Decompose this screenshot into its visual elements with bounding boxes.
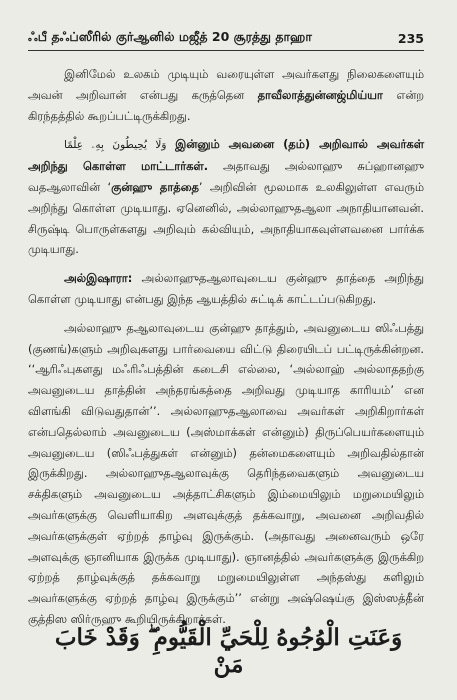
header-rule xyxy=(28,50,424,51)
arabic-quote: وَلَا يُحِيطُونَ بِهِۦ عِلْمًا xyxy=(64,139,167,152)
paragraph-text: அதாவது அல்லாஹு சுப்ஹானஹு வதஆலாவின் ‘ xyxy=(28,159,425,194)
verse-translation: இன்னும் அவனை (தம்) அறிவால் அவர்கள் அறிந்து கொள்ள மாட்டார்கள். xyxy=(28,137,424,174)
book-title: தாவீலாத்துன்னஜ்மிய்யா xyxy=(257,87,383,102)
paragraph-2 xyxy=(28,134,424,260)
paragraph-text: அல்லாஹுதஆலாவுடைய குன்ஹு தாத்தை அறிந்து கொள்ள முடியாது என்பது இந்த ஆயத்தில் சுட்டிக் காட்டப்படுகிறது. xyxy=(28,271,424,306)
page-header xyxy=(28,22,424,46)
paragraph-text: ’ அறிவின் மூலமாக உலகிலுள்ள எவரும் அறிந்து கொள்ள முடியாது. ஏனெனில், அல்லாஹுதஆலா அநாதியானவன். சிருஷ்டி பொருள்களது அறிவும் கல்வியும், அநாதியாகவுள்ளவனை பார்க்க முடியாது. xyxy=(28,179,424,257)
quran-verse-arabic: وَعَنَتِ الْوُجُوهُ لِلْحَيِّ الْقَيُّومِ ۖ وَقَدْ خَابَ مَنْ xyxy=(54,624,403,678)
paragraph-text: இனிமேல் உலகம் முடியும் வரையுள்ள அவர்களது நிலைகளையும் அவன் அறிவான் என்பது கருத்தென xyxy=(28,67,424,102)
paragraph-4 xyxy=(28,318,424,630)
running-title: ஃபீ தஃப்ஸீரில் குர்ஆனில் மஜீத் 20 சூரத்து தாஹா xyxy=(28,29,312,44)
page-body xyxy=(28,64,424,638)
paragraph-3 xyxy=(28,268,424,310)
page-number: 235 xyxy=(397,31,424,46)
ishara-heading: அல்இஷாரா: xyxy=(64,271,133,286)
paragraph-text: அல்லாஹு தஆலாவுடைய குன்ஹு தாத்தும், அவனுடைய ஸிஃபத்து (குணங்)களும் அறிவுகளது பார்வையை விட்டு திரையிடப் பட்டிருக்கின்றன. ‘‘ஆரிஃபுகளது மஃரிஃபத்தின் கடைசி எல்லை, ‘அல்லாஹ் அல்லாததற்கு அவனுடைய தாத்தின் அந்தரங்கத்தை அறிவது முடியாத காரியம்’ என விளங்கி விடுவதுதான்’’. அல்லாஹுதஆலாவை அவர்கள் அறிகிறார்கள் என்பதெல்லாம் அவனுடைய (அஸ்மாக்கள் என்னும்) திருப்பெயர்களையும் அவனுடைய (ஸிஃபத்துகள் என்னும்) தன்மைகளையும் அறிவதில்தான் இருக்கிறது. அல்லாஹுதஆலாவுக்கு தெரிந்தவைகளும் அவனுடைய சக்திகளும் அவனுடைய அத்தாட்சிகளும் இம்மையிலும் மறுமையிலும் அவர்களுக்கு வெளியாகிற அளவுக்குத் தக்கவாறு, அவனை அறிவதில் அவர்களுக்குள் ஏற்றத் தாழ்வு இருக்கும். (அதாவது அனைவரும் ஒரே அளவுக்கு ஞானியாக இருக்க முடியாது). ஞானத்தில் அவர்களுக்கு இருக்கிற ஏற்றத் தாழ்வுக்குத் தக்கவாறு மறுமையிலுள்ள அந்தஸ்து களிலும் அவர்களுக்கு ஏற்றத் தாழ்வு இருக்கும்’’ என்று அஷ்ஷெய்கு இஸ்ஸத்தீன் குத்திஸ ஸிர்ருஹு கூறியிருக்கிறார்கள். xyxy=(28,320,424,626)
paragraph-1 xyxy=(28,64,424,126)
bold-term: குன்ஹு தாத்தை xyxy=(111,179,199,194)
paragraph-text: என்ற கிரந்தத்தில் கூறப்பட்டிருக்கிறது. xyxy=(28,87,425,123)
